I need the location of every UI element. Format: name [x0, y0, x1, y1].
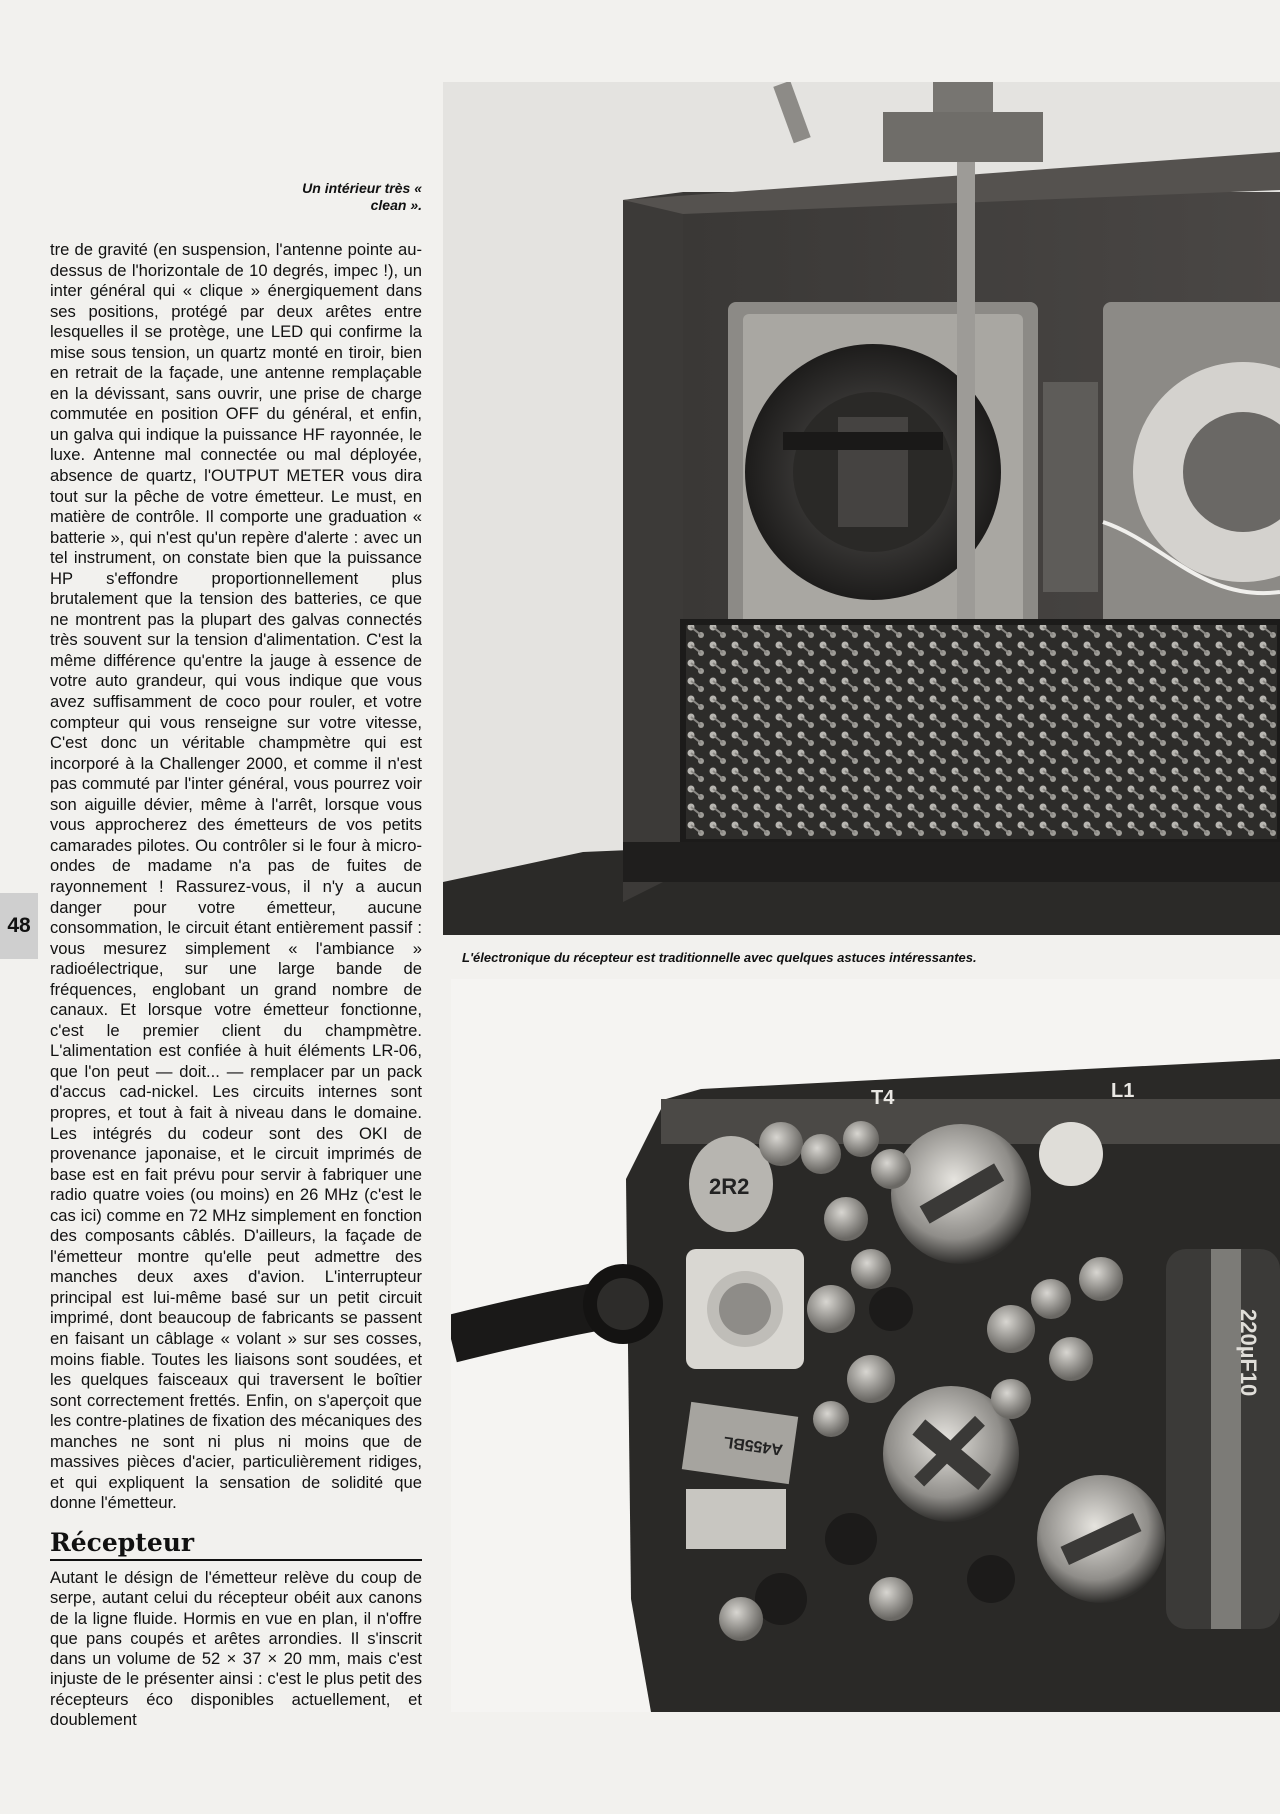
section-heading-recepteur: Récepteur [50, 1528, 422, 1561]
t4-label: T4 [871, 1087, 895, 1109]
page-number: 48 [0, 893, 38, 959]
photo-caption-middle: L'électronique du récepteur est traditionnelle avec quelques astuces intéressantes. [462, 950, 977, 965]
receiver-electronics-photo [451, 979, 1280, 1712]
section-body-recepteur: Autant le désign de l'émetteur relève du coup de serpe, autant celui du récepteur obéit aux canons de la ligne fluide. Hormis en vue en plan, il n'offre que pans coupés et arêtes arrondies. Il s'inscrit dans un volume de 52 × 37 × 20 mm, mais c'est injuste de le présenter ainsi : c'est le plus petit des récepteurs éco disponibles actuellement, et doublement [50, 1568, 422, 1730]
l1-label: L1 [1111, 1080, 1135, 1102]
capacitor-label: 220µF10 [1236, 1309, 1261, 1397]
filter-label: A455BL [722, 1432, 784, 1458]
article-body: tre de gravité (en suspension, l'antenne pointe au-dessus de l'horizontale de 10 degrés, impec !), un inter général qui « clique » énergiquement dans ses positions, protégé par deux arêtes entre lesquelles il se protège, une LED qui confirme la mise sous tension, un quartz monté en tiroir, bien en retrait de la façade, une antenne remplaçable en la dévissant, sans ouvrir, une prise de charge commutée en position OFF du général, et enfin, un galva qui indique la puissance HF rayonnée, le luxe. Antenne mal connectée ou mal déployée, absence de quartz, l'OUTPUT METER vous dira tout sur la pêche de votre émetteur. Le must, en matière de contrôle. Il comporte une graduation « batterie », qui n'est qu'un repère d'alerte : avec un tel instrument, on constate bien que la puissance HP s'effondre proportionnellement plus brutalement que la tension des batteries, ce que ne montrent pas la plupart des galvas connectés très souvent sur la tension d'alimentation. C'est la même différence qu'entre la jauge à essence de votre auto grandeur, qui vous indique que vous avez suffisamment de coco pour rouler, et votre compteur qui vous renseigne sur votre vitesse, C'est donc un véritable champmètre qui est incorporé à la Challenger 2000, et comme il n'est pas commuté par l'inter général, vous pourrez voir son aiguille dévier, même à l'arrêt, lorsque vous vous approcherez des émetteurs de vos petits camarades pilotes. Ou contrôler si le four à micro-ondes de madame n'a pas de fuites de rayonnement ! Rassurez-vous, il n'y a aucun danger pour votre émetteur, aucune consommation, le circuit étant entièrement passif : vous mesurez simplement « l'ambiance » radioélectrique, sur une large bande de fréquences, englobant un grand nombre de canaux. Et lorsque votre émetteur fonctionne, c'est le premier client du champmètre. L'alimentation est confiée à huit éléments LR-06, que l'on peut — doit... — remplacer par un pack d'accus cad-nickel. Les circuits internes sont propres, et tout à fait à niveau dans le domaine. Les intégrés du codeur sont des OKI de provenance japonaise, et le circuit imprimés de base est en fait prévu pour servir à fabriquer une radio quatre voies (ou moins) en 26 MHz (c'est le cas ici) comme en 72 MHz simplement en fonction des composants câblés. D'ailleurs, la façade de l'émetteur montre qu'elle peut admettre des manches deux axes d'avion. L'interrupteur principal est lui-même basé sur un petit circuit imprimé, dont beaucoup de fabricants se passent en faisant un câblage « volant » sur ses cosses, moins fiable. Toutes les liaisons sont soudées, et les quelques faisceaux qui traversent le boîtier sont correctement frettés. Enfin, on s'aperçoit que les contre-platines de fixation des mécaniques des manches ne sont ni plus ni moins que de massives pièces d'acier, particulièrement ridiges, et qui expliquent la sensation de solidité que donne l'émetteur. [50, 240, 422, 1513]
photo-caption-top: Un intérieur très « clean ». [302, 180, 422, 213]
inductor-label: 2R2 [709, 1174, 750, 1199]
transmitter-interior-photo [443, 82, 1280, 935]
